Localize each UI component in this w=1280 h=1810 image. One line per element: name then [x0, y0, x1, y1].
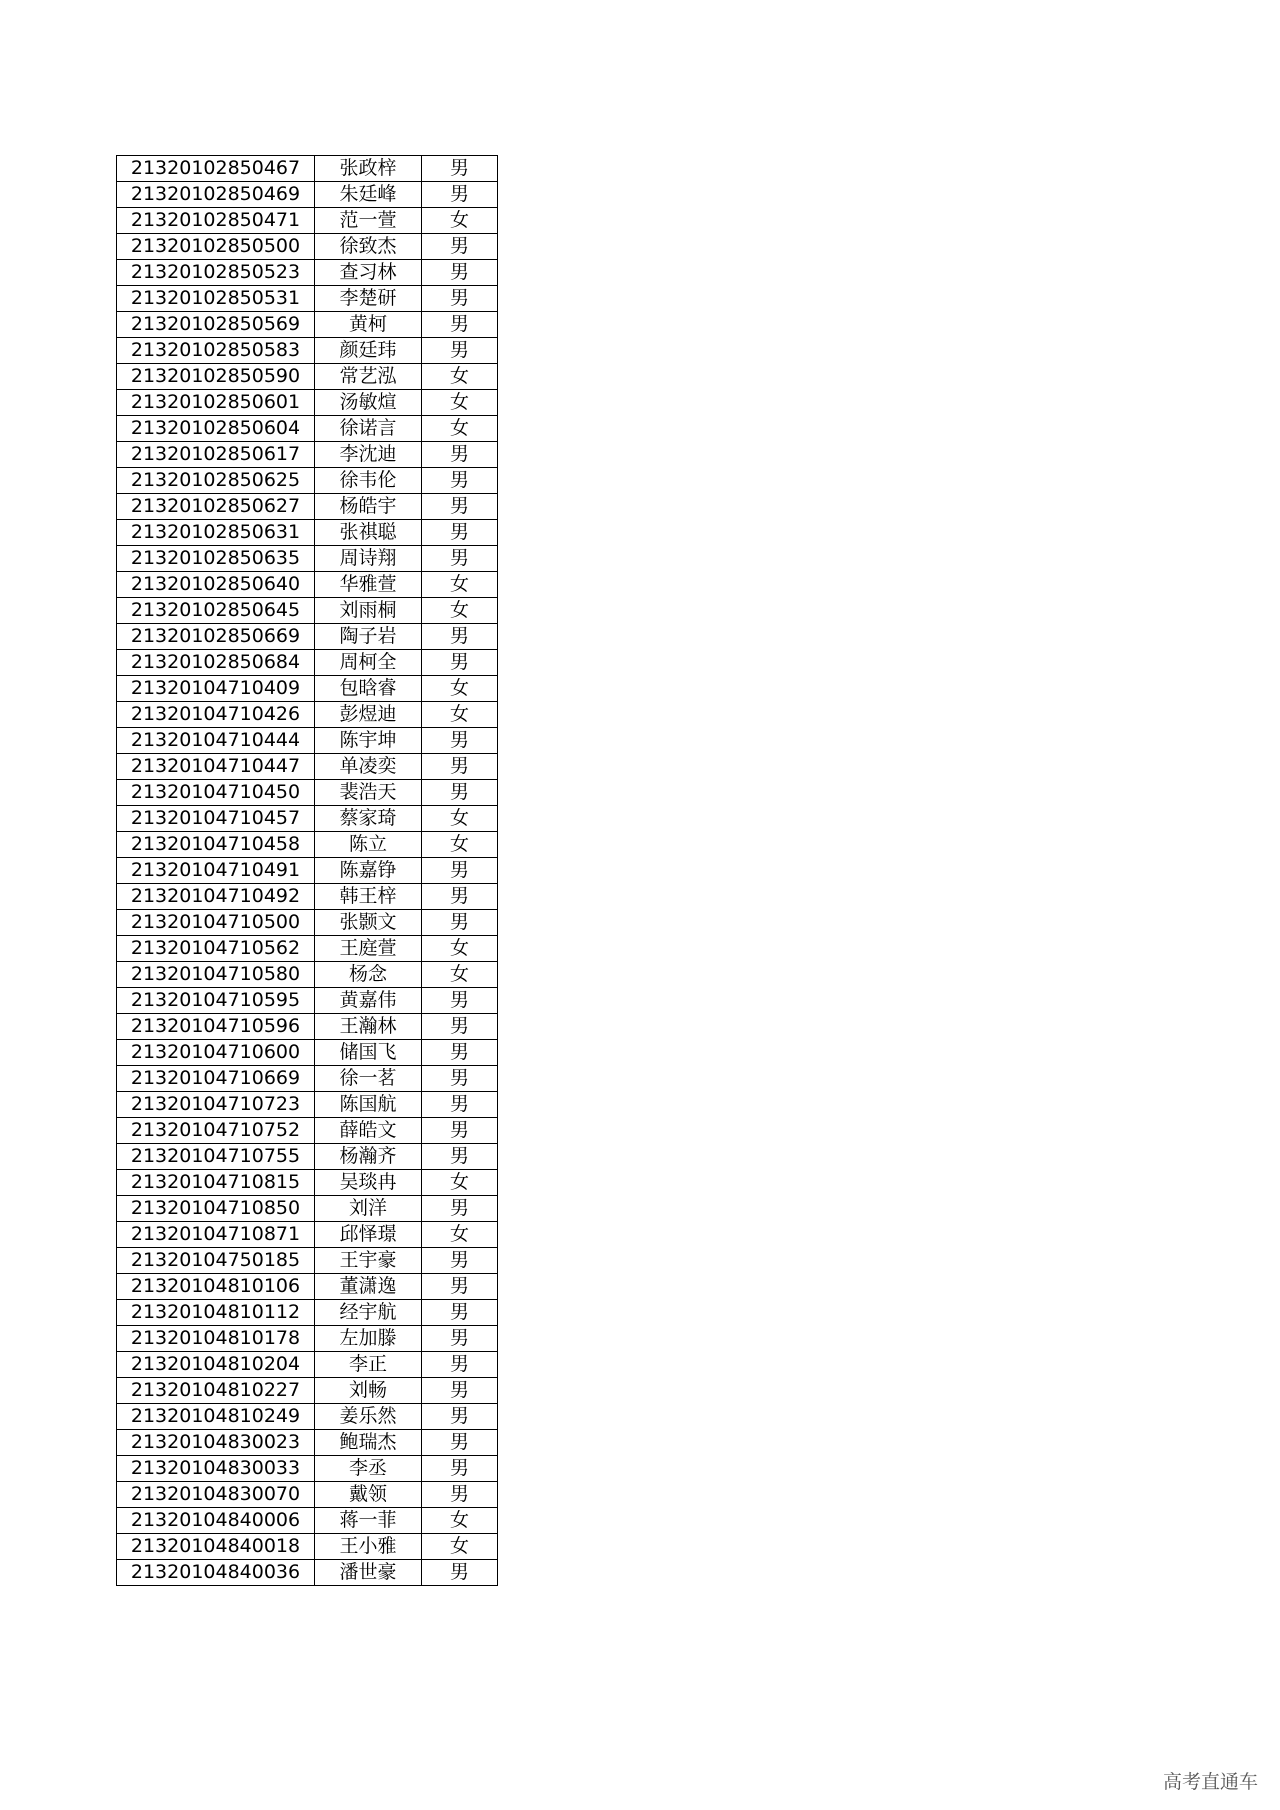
- student-name-cell: 刘洋: [315, 1196, 422, 1222]
- table-row: [117, 1196, 498, 1222]
- exam-number-cell: 21320104710457: [117, 806, 315, 832]
- exam-number-cell: 21320104710755: [117, 1144, 315, 1170]
- student-name-cell: 蔡家琦: [315, 806, 422, 832]
- gender-cell: 男: [422, 1274, 498, 1300]
- gender-cell: 男: [422, 286, 498, 312]
- student-name-cell: 杨念: [315, 962, 422, 988]
- student-name-cell: 王小雅: [315, 1534, 422, 1560]
- exam-number-cell: 21320102850617: [117, 442, 315, 468]
- student-name-cell: 徐致杰: [315, 234, 422, 260]
- gender-cell: 男: [422, 1014, 498, 1040]
- exam-number-cell: 21320102850640: [117, 572, 315, 598]
- exam-number-cell: 21320102850583: [117, 338, 315, 364]
- gender-cell: 男: [422, 1404, 498, 1430]
- student-name-cell: 薛皓文: [315, 1118, 422, 1144]
- gender-cell: 女: [422, 1508, 498, 1534]
- exam-number-cell: 21320102850471: [117, 208, 315, 234]
- gender-cell: 男: [422, 988, 498, 1014]
- exam-number-cell: 21320104840018: [117, 1534, 315, 1560]
- exam-number-cell: 21320104710752: [117, 1118, 315, 1144]
- student-name-cell: 裴浩天: [315, 780, 422, 806]
- exam-number-cell: 21320102850631: [117, 520, 315, 546]
- student-name-cell: 张祺聪: [315, 520, 422, 546]
- table-row: [117, 962, 498, 988]
- table-row: [117, 754, 498, 780]
- table-row: [117, 676, 498, 702]
- table-row: [117, 156, 498, 182]
- gender-cell: 男: [422, 1040, 498, 1066]
- student-name-cell: 徐韦伦: [315, 468, 422, 494]
- table-row: [117, 546, 498, 572]
- gender-cell: 男: [422, 884, 498, 910]
- student-name-cell: 刘畅: [315, 1378, 422, 1404]
- student-name-cell: 王庭萱: [315, 936, 422, 962]
- student-name-cell: 李正: [315, 1352, 422, 1378]
- table-row: [117, 1456, 498, 1482]
- exam-number-cell: 21320104830033: [117, 1456, 315, 1482]
- watermark: 高考直通车: [1162, 1771, 1258, 1793]
- exam-number-cell: 21320104710595: [117, 988, 315, 1014]
- exam-number-cell: 21320102850635: [117, 546, 315, 572]
- gender-cell: 女: [422, 1534, 498, 1560]
- gender-cell: 男: [422, 650, 498, 676]
- student-name-cell: 姜乐然: [315, 1404, 422, 1430]
- table-row: [117, 312, 498, 338]
- table-row: [117, 182, 498, 208]
- exam-number-cell: 21320104810178: [117, 1326, 315, 1352]
- gender-cell: 男: [422, 1456, 498, 1482]
- student-name-cell: 陶子岩: [315, 624, 422, 650]
- exam-number-cell: 21320104810106: [117, 1274, 315, 1300]
- gender-cell: 男: [422, 910, 498, 936]
- table-row: [117, 1274, 498, 1300]
- gender-cell: 男: [422, 1066, 498, 1092]
- student-name-cell: 徐诺言: [315, 416, 422, 442]
- table-row: [117, 1170, 498, 1196]
- gender-cell: 男: [422, 442, 498, 468]
- exam-number-cell: 21320104750185: [117, 1248, 315, 1274]
- exam-number-cell: 21320102850500: [117, 234, 315, 260]
- table-row: [117, 494, 498, 520]
- table-row: [117, 650, 498, 676]
- student-name-cell: 王宇豪: [315, 1248, 422, 1274]
- exam-number-cell: 21320104810112: [117, 1300, 315, 1326]
- table-row: [117, 1066, 498, 1092]
- table-row: [117, 806, 498, 832]
- exam-number-cell: 21320104710491: [117, 858, 315, 884]
- gender-cell: 男: [422, 156, 498, 182]
- gender-cell: 男: [422, 1352, 498, 1378]
- table-row: [117, 286, 498, 312]
- gender-cell: 男: [422, 1378, 498, 1404]
- gender-cell: 男: [422, 728, 498, 754]
- table-row: [117, 702, 498, 728]
- student-name-cell: 周柯全: [315, 650, 422, 676]
- student-name-cell: 张政梓: [315, 156, 422, 182]
- student-name-cell: 韩王梓: [315, 884, 422, 910]
- exam-number-cell: 21320104710450: [117, 780, 315, 806]
- exam-number-cell: 21320104710600: [117, 1040, 315, 1066]
- exam-number-cell: 21320102850604: [117, 416, 315, 442]
- table-row: [117, 390, 498, 416]
- exam-number-cell: 21320104710723: [117, 1092, 315, 1118]
- gender-cell: 男: [422, 260, 498, 286]
- student-name-cell: 杨皓宇: [315, 494, 422, 520]
- student-name-cell: 汤敏煊: [315, 390, 422, 416]
- student-name-cell: 王瀚林: [315, 1014, 422, 1040]
- gender-cell: 男: [422, 1560, 498, 1586]
- gender-cell: 女: [422, 806, 498, 832]
- exam-number-cell: 21320102850645: [117, 598, 315, 624]
- table-row: [117, 364, 498, 390]
- table-row: [117, 858, 498, 884]
- table-row: [117, 1014, 498, 1040]
- student-name-cell: 刘雨桐: [315, 598, 422, 624]
- exam-number-cell: 21320102850601: [117, 390, 315, 416]
- gender-cell: 男: [422, 546, 498, 572]
- gender-cell: 女: [422, 1170, 498, 1196]
- table-row: [117, 598, 498, 624]
- student-name-cell: 陈立: [315, 832, 422, 858]
- student-name-cell: 戴领: [315, 1482, 422, 1508]
- table-row: [117, 1404, 498, 1430]
- exam-number-cell: 21320104710409: [117, 676, 315, 702]
- exam-number-cell: 21320102850590: [117, 364, 315, 390]
- student-name-cell: 李楚研: [315, 286, 422, 312]
- exam-number-cell: 21320104710500: [117, 910, 315, 936]
- student-name-cell: 潘世豪: [315, 1560, 422, 1586]
- student-name-cell: 范一萱: [315, 208, 422, 234]
- gender-cell: 男: [422, 1482, 498, 1508]
- table-row: [117, 1300, 498, 1326]
- exam-number-cell: 21320104710458: [117, 832, 315, 858]
- exam-number-cell: 21320104840006: [117, 1508, 315, 1534]
- student-name-cell: 陈嘉铮: [315, 858, 422, 884]
- exam-number-cell: 21320102850523: [117, 260, 315, 286]
- gender-cell: 男: [422, 312, 498, 338]
- table-row: [117, 1378, 498, 1404]
- table-row: [117, 728, 498, 754]
- gender-cell: 女: [422, 416, 498, 442]
- gender-cell: 女: [422, 702, 498, 728]
- gender-cell: 女: [422, 208, 498, 234]
- gender-cell: 男: [422, 858, 498, 884]
- table-row: [117, 1248, 498, 1274]
- exam-number-cell: 21320102850569: [117, 312, 315, 338]
- gender-cell: 男: [422, 780, 498, 806]
- gender-cell: 男: [422, 468, 498, 494]
- student-name-cell: 徐一茗: [315, 1066, 422, 1092]
- student-name-cell: 黄嘉伟: [315, 988, 422, 1014]
- table-row: [117, 1560, 498, 1586]
- gender-cell: 女: [422, 598, 498, 624]
- student-name-cell: 左加滕: [315, 1326, 422, 1352]
- table-row: [117, 1508, 498, 1534]
- table-row: [117, 468, 498, 494]
- gender-cell: 男: [422, 494, 498, 520]
- gender-cell: 男: [422, 1196, 498, 1222]
- gender-cell: 男: [422, 1092, 498, 1118]
- exam-number-cell: 21320104710492: [117, 884, 315, 910]
- exam-number-cell: 21320104710444: [117, 728, 315, 754]
- exam-number-cell: 21320104830070: [117, 1482, 315, 1508]
- table-row: [117, 208, 498, 234]
- exam-number-cell: 21320102850684: [117, 650, 315, 676]
- exam-number-cell: 21320102850467: [117, 156, 315, 182]
- table-row: [117, 1118, 498, 1144]
- table-row: [117, 1092, 498, 1118]
- student-name-cell: 李沈迪: [315, 442, 422, 468]
- gender-cell: 男: [422, 1248, 498, 1274]
- gender-cell: 男: [422, 754, 498, 780]
- student-name-cell: 陈宇坤: [315, 728, 422, 754]
- table-row: [117, 1482, 498, 1508]
- gender-cell: 女: [422, 1222, 498, 1248]
- gender-cell: 男: [422, 624, 498, 650]
- student-name-cell: 朱廷峰: [315, 182, 422, 208]
- exam-number-cell: 21320104810227: [117, 1378, 315, 1404]
- gender-cell: 女: [422, 832, 498, 858]
- student-name-cell: 单凌奕: [315, 754, 422, 780]
- exam-number-cell: 21320104810204: [117, 1352, 315, 1378]
- table-row: [117, 1222, 498, 1248]
- gender-cell: 女: [422, 364, 498, 390]
- gender-cell: 女: [422, 390, 498, 416]
- table-row: [117, 416, 498, 442]
- table-row: [117, 1144, 498, 1170]
- table-row: [117, 1040, 498, 1066]
- table-row: [117, 884, 498, 910]
- gender-cell: 男: [422, 1118, 498, 1144]
- student-name-cell: 包晗睿: [315, 676, 422, 702]
- exam-number-cell: 21320104710426: [117, 702, 315, 728]
- student-name-cell: 华雅萱: [315, 572, 422, 598]
- table-row: [117, 520, 498, 546]
- exam-number-cell: 21320104710669: [117, 1066, 315, 1092]
- student-name-cell: 张颢文: [315, 910, 422, 936]
- gender-cell: 女: [422, 676, 498, 702]
- exam-number-cell: 21320102850531: [117, 286, 315, 312]
- table-row: [117, 572, 498, 598]
- exam-number-cell: 21320104810249: [117, 1404, 315, 1430]
- exam-number-cell: 21320102850627: [117, 494, 315, 520]
- table-body: [117, 156, 498, 1586]
- student-name-cell: 周诗翔: [315, 546, 422, 572]
- gender-cell: 男: [422, 1326, 498, 1352]
- table-row: [117, 260, 498, 286]
- student-name-cell: 颜廷玮: [315, 338, 422, 364]
- student-name-cell: 董潇逸: [315, 1274, 422, 1300]
- student-name-cell: 李丞: [315, 1456, 422, 1482]
- table-row: [117, 988, 498, 1014]
- exam-number-cell: 21320104710815: [117, 1170, 315, 1196]
- student-name-cell: 查习林: [315, 260, 422, 286]
- gender-cell: 女: [422, 572, 498, 598]
- gender-cell: 男: [422, 182, 498, 208]
- gender-cell: 男: [422, 338, 498, 364]
- table-row: [117, 1326, 498, 1352]
- exam-number-cell: 21320104840036: [117, 1560, 315, 1586]
- table-row: [117, 624, 498, 650]
- exam-number-cell: 21320104830023: [117, 1430, 315, 1456]
- student-name-cell: 陈国航: [315, 1092, 422, 1118]
- student-name-cell: 鲍瑞杰: [315, 1430, 422, 1456]
- exam-number-cell: 21320102850669: [117, 624, 315, 650]
- table-row: [117, 234, 498, 260]
- student-name-cell: 吴琰冉: [315, 1170, 422, 1196]
- table-row: [117, 1430, 498, 1456]
- gender-cell: 男: [422, 1430, 498, 1456]
- exam-number-cell: 21320104710871: [117, 1222, 315, 1248]
- table-row: [117, 338, 498, 364]
- student-name-cell: 彭煜迪: [315, 702, 422, 728]
- table-row: [117, 936, 498, 962]
- exam-number-cell: 21320102850625: [117, 468, 315, 494]
- table-row: [117, 1534, 498, 1560]
- table-row: [117, 1352, 498, 1378]
- student-name-cell: 杨瀚齐: [315, 1144, 422, 1170]
- student-name-cell: 经宇航: [315, 1300, 422, 1326]
- exam-number-cell: 21320104710562: [117, 936, 315, 962]
- gender-cell: 男: [422, 1144, 498, 1170]
- exam-number-cell: 21320102850469: [117, 182, 315, 208]
- exam-number-cell: 21320104710596: [117, 1014, 315, 1040]
- gender-cell: 女: [422, 962, 498, 988]
- student-list-table: [116, 155, 498, 1586]
- gender-cell: 男: [422, 234, 498, 260]
- exam-number-cell: 21320104710850: [117, 1196, 315, 1222]
- student-name-cell: 黄柯: [315, 312, 422, 338]
- student-name-cell: 储国飞: [315, 1040, 422, 1066]
- student-name-cell: 蒋一菲: [315, 1508, 422, 1534]
- exam-number-cell: 21320104710580: [117, 962, 315, 988]
- gender-cell: 女: [422, 936, 498, 962]
- gender-cell: 男: [422, 1300, 498, 1326]
- table-row: [117, 910, 498, 936]
- table-row: [117, 832, 498, 858]
- student-name-cell: 邱怿璟: [315, 1222, 422, 1248]
- table-row: [117, 780, 498, 806]
- student-name-cell: 常艺泓: [315, 364, 422, 390]
- table-row: [117, 442, 498, 468]
- exam-number-cell: 21320104710447: [117, 754, 315, 780]
- gender-cell: 男: [422, 520, 498, 546]
